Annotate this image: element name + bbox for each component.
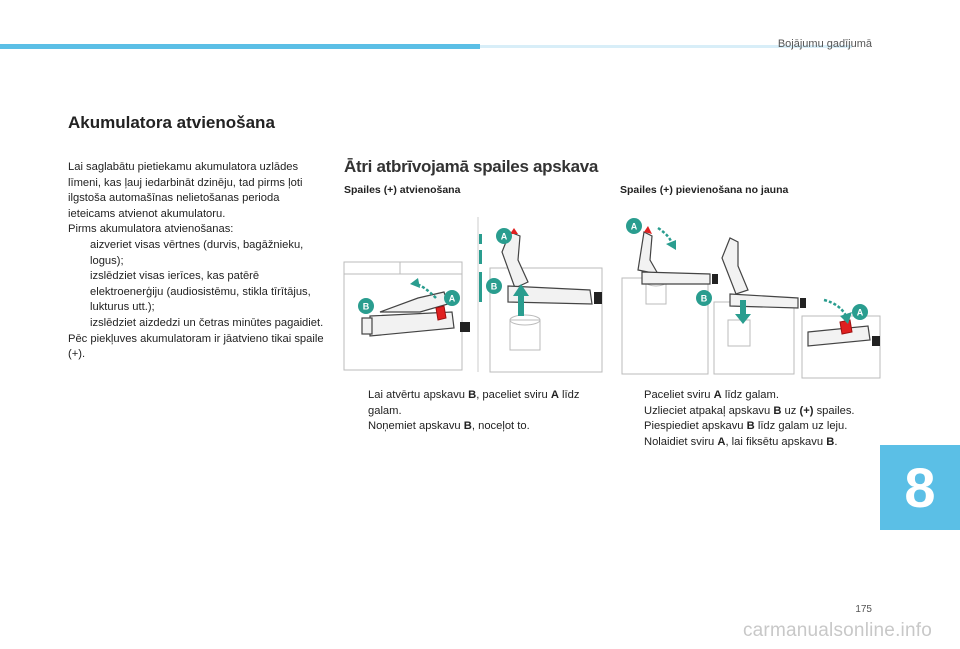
label-a: A (630, 221, 638, 232)
section-title: Bojājumu gadījumā (777, 38, 872, 50)
list-item: aizveriet visas vērtnes (durvis, bagāžnieku, logus); (90, 238, 304, 267)
list-item: Lai atvērtu apskavu B, paceliet sviru A līdz galam. (368, 389, 580, 417)
disconnect-illustration (340, 212, 605, 380)
quick-release-title: Ātri atbrīvojamā spailes apskava (344, 157, 599, 176)
before-paragraph: Pirms akumulatora atvienošanas: (68, 223, 234, 236)
list-item: Piespiediet apskavu B līdz galam uz leju. (644, 420, 848, 433)
list-item: izslēdziet aizdedzi un četras minūtes pagaidiet. (90, 316, 324, 329)
list-item: Noņemiet apskavu B, noceļot to. (368, 420, 530, 433)
disconnect-steps (344, 388, 606, 435)
label-b: B (362, 301, 370, 312)
reconnect-subtitle: Spailes (+) pievienošana no jauna (620, 184, 789, 196)
watermark: carmanualsonline.info (742, 620, 932, 641)
list-item: Uzlieciet atpakaļ apskavu B uz (+) spailes. (644, 404, 855, 417)
list-item: Paceliet sviru A līdz galam. (644, 389, 779, 401)
label-b: B (490, 281, 498, 292)
intro-section (68, 160, 328, 363)
label-b: B (700, 293, 708, 304)
disconnect-subtitle: Spailes (+) atvienošana (344, 184, 461, 196)
label-a: A (500, 231, 508, 242)
list-item: izslēdziet visas ierīces, kas patērē elektroenerģiju (audiosistēmu, stikla tīrītājus, lukturus utt.); (90, 270, 311, 314)
label-a: A (856, 307, 864, 318)
label-a: A (448, 293, 456, 304)
intro-paragraph: Lai saglabātu pietiekamu akumulatora uzlādes līmeni, kas ļauj iedarbināt dzinēju, tad pirms ļoti ilgstoša automašīnas nelietošanas perioda ieteicams atvienot akumulatoru. (68, 161, 303, 220)
reconnect-illustration (618, 212, 883, 380)
page-title: Akumulatora atvienošana (68, 113, 275, 132)
page-number: 175 (855, 604, 872, 615)
chapter-number: 8 (904, 456, 936, 519)
header-accent-bar (0, 44, 480, 49)
precaution-list (68, 238, 328, 332)
list-item: Nolaidiet sviru A, lai fiksētu apskavu B. (644, 435, 838, 448)
after-paragraph: Pēc piekļuves akumulatoram ir jāatvieno tikai spaile (+). (68, 332, 324, 361)
reconnect-steps (620, 388, 882, 450)
